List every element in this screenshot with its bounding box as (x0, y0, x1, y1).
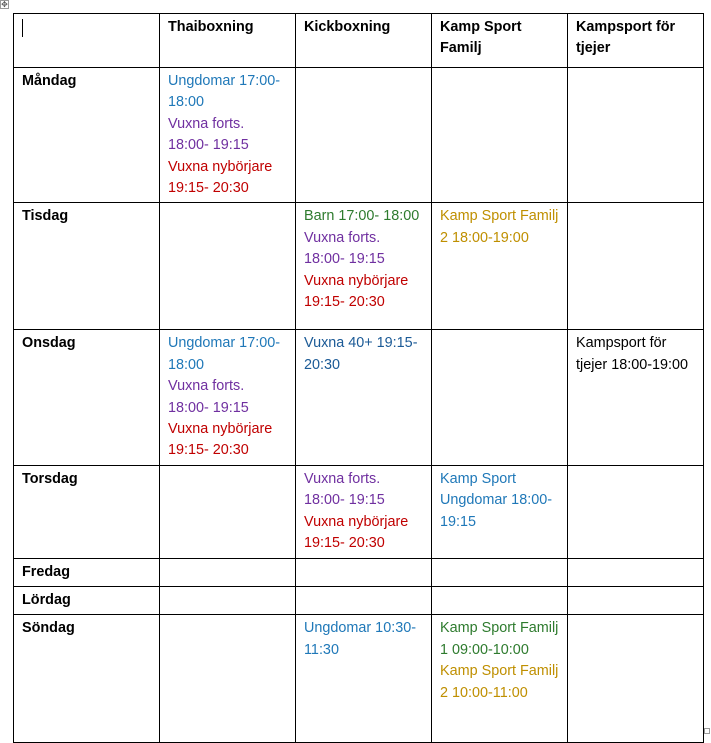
header-row (14, 14, 704, 68)
thai-cell[interactable] (160, 465, 296, 558)
session-entry: Kamp Sport Familj 2 10:00-11:00 (440, 663, 559, 701)
session-entry: Ungdomar 10:30-11:30 (304, 620, 416, 658)
session-entry: Vuxna forts. 18:00- 19:15 (304, 470, 385, 509)
session-entry: Kamp Sport Familj 2 18:00-19:00 (440, 208, 559, 246)
session-entry: Vuxna forts. 18:00- 19:15 (168, 378, 249, 416)
tjejer-cell[interactable] (568, 615, 704, 743)
session-entry: Vuxna nybörjare 19:15- 20:30 (168, 421, 273, 459)
kamp-cell[interactable] (432, 586, 568, 614)
column-header-thaiboxning: Thaiboxning (160, 14, 296, 68)
tjejer-cell[interactable] (568, 68, 704, 203)
kamp-cell[interactable] (432, 465, 568, 558)
thai-cell[interactable] (160, 330, 296, 465)
table-move-handle-icon[interactable]: ✥ (1, 0, 8, 9)
table-row (14, 68, 704, 203)
day-label: Onsdag (14, 330, 160, 465)
day-label: Måndag (14, 68, 160, 203)
day-label: Lördag (14, 586, 160, 614)
session-entry: Kampsport för tjejer 18:00-19:00 (576, 335, 689, 373)
thai-cell[interactable] (160, 558, 296, 586)
session-entry: Vuxna nybörjare 19:15- 20:30 (168, 158, 273, 197)
day-label: Tisdag (14, 203, 160, 330)
kick-cell[interactable] (296, 558, 432, 586)
kamp-cell[interactable] (432, 203, 568, 330)
session-entry: Vuxna nybörjare 19:15- 20:30 (304, 272, 409, 311)
kamp-cell[interactable] (432, 615, 568, 743)
thai-cell[interactable] (160, 203, 296, 330)
schedule-table (13, 13, 704, 743)
session-entry: Vuxna nybörjare 19:15- 20:30 (304, 513, 409, 552)
session-entry: Ungdomar 17:00-18:00 (168, 73, 280, 111)
session-entry: Vuxna 40+ 19:15- 20:30 (304, 335, 418, 373)
day-label: Söndag (14, 615, 160, 743)
session-entry: Vuxna forts. 18:00- 19:15 (304, 229, 385, 268)
table-row (14, 558, 704, 586)
kick-cell[interactable] (296, 330, 432, 465)
kick-cell[interactable] (296, 615, 432, 743)
column-header-kamp-sport-familj: Kamp Sport Familj (432, 14, 568, 68)
tjejer-cell[interactable] (568, 203, 704, 330)
session-entry: Barn 17:00- 18:00 (304, 208, 420, 225)
session-entry: Kamp Sport Ungdomar 18:00- 19:15 (440, 470, 552, 530)
column-header-kampsport-for-tjejer: Kampsport för tjejer (568, 14, 704, 68)
table-row (14, 586, 704, 614)
session-entry: Vuxna forts. 18:00- 19:15 (168, 115, 249, 154)
kamp-cell[interactable] (432, 68, 568, 203)
kick-cell[interactable] (296, 203, 432, 330)
kamp-cell[interactable] (432, 330, 568, 465)
kick-cell[interactable] (296, 586, 432, 614)
thai-cell[interactable] (160, 615, 296, 743)
kick-cell[interactable] (296, 68, 432, 203)
thai-cell[interactable] (160, 586, 296, 614)
session-entry: Kamp Sport Familj 1 09:00-10:00 (440, 620, 559, 658)
session-entry: Ungdomar 17:00-18:00 (168, 335, 280, 373)
tjejer-cell[interactable] (568, 330, 704, 465)
thai-cell[interactable] (160, 68, 296, 203)
kamp-cell[interactable] (432, 558, 568, 586)
tjejer-cell[interactable] (568, 558, 704, 586)
tjejer-cell[interactable] (568, 465, 704, 558)
table-row (14, 330, 704, 465)
column-header-kickboxning: Kickboxning (296, 14, 432, 68)
table-row (14, 203, 704, 330)
day-label: Torsdag (14, 465, 160, 558)
table-resize-handle[interactable] (704, 728, 710, 734)
day-label: Fredag (14, 558, 160, 586)
kick-cell[interactable] (296, 465, 432, 558)
text-cursor (22, 19, 23, 37)
corner-cell[interactable] (14, 14, 160, 68)
table-row (14, 465, 704, 558)
table-row (14, 615, 704, 743)
tjejer-cell[interactable] (568, 586, 704, 614)
